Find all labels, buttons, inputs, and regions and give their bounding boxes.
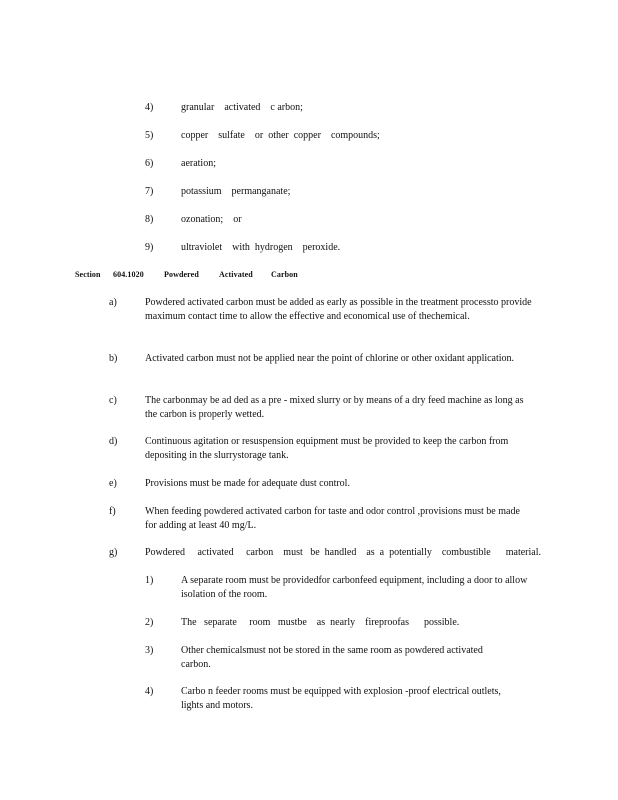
list-text: Powdered activated carbon must be added as early as possible in the treatment processto provide maximum contact time to allow the effective and economical use of thechemical.: [145, 297, 532, 322]
list-number: 1): [145, 575, 154, 586]
list-letter: b): [109, 353, 118, 364]
list-text: Continuous agitation or resuspension equipment must be provided to keep the carbon from depositing in the slurrystorage tank.: [145, 436, 509, 461]
list-text: The separate room mustbe as nearly fireproofas possible.: [181, 617, 460, 628]
list-letter: a): [109, 297, 117, 308]
list-number: 6): [145, 158, 154, 169]
sub-list-item: [145, 574, 545, 604]
list-text: Carbo n feeder rooms must be equipped with explosion -proof electrical outlets, lights and motors.: [181, 686, 501, 711]
list-text: ultraviolet with hydrogen peroxide.: [181, 242, 341, 253]
list-text: ozonation; or: [181, 214, 242, 225]
list-number: 3): [145, 645, 154, 656]
list-item: [109, 394, 539, 424]
list-text: When feeding powdered activated carbon for taste and odor control ,provisions must be made for adding at least 40 mg/L.: [145, 506, 520, 531]
list-number: 4): [145, 686, 154, 697]
list-item: [109, 352, 539, 382]
list-letter: d): [109, 436, 118, 447]
sub-list-item: [145, 644, 545, 674]
section-title-word: Carbon: [271, 270, 298, 279]
list-letter: f): [109, 506, 116, 517]
list-text: potassium permanganate;: [181, 186, 291, 197]
list-letter: g): [109, 547, 118, 558]
list-item: [145, 129, 565, 143]
list-letter: e): [109, 478, 117, 489]
section-title-word: Activated: [219, 270, 253, 279]
list-number: 2): [145, 617, 154, 628]
list-text: The carbonmay be ad ded as a pre - mixed slurry or by means of a dry feed machine as long as the carbon is properly wetted.: [145, 395, 524, 420]
list-text: A separate room must be providedfor carbonfeed equipment, including a door to allow isolation of the room.: [181, 575, 528, 600]
sub-list-item: [145, 685, 545, 715]
list-text: Other chemicalsmust not be stored in the same room as powdered activated carbon.: [181, 645, 483, 670]
list-item: [145, 185, 565, 199]
list-item: [109, 477, 539, 493]
list-number: 7): [145, 186, 154, 197]
list-item: [145, 213, 565, 227]
list-letter: c): [109, 395, 117, 406]
list-text: Activated carbon must not be applied near the point of chlorine or other oxidant application.: [145, 353, 515, 364]
list-item: [109, 505, 539, 535]
list-text: copper sulfate or other copper compounds;: [181, 130, 380, 141]
list-number: 8): [145, 214, 154, 225]
list-text: aeration;: [181, 158, 216, 169]
list-text: Powdered activated carbon must be handled as a potentially combustible material.: [145, 547, 542, 558]
list-number: 9): [145, 242, 154, 253]
list-number: 4): [145, 102, 154, 113]
list-item: [145, 101, 565, 115]
sub-list-item: [145, 616, 545, 632]
list-item: [109, 435, 539, 465]
section-number: 604.1020: [113, 270, 144, 279]
list-item: [109, 546, 549, 562]
list-text: granular activated c arbon;: [181, 102, 303, 113]
section-label: Section: [75, 270, 101, 279]
list-item: [145, 241, 565, 255]
section-title-word: Powdered: [164, 270, 199, 279]
list-text: Provisions must be made for adequate dust control.: [145, 478, 350, 489]
list-item: [145, 157, 565, 171]
list-item: [109, 296, 539, 340]
list-number: 5): [145, 130, 154, 141]
